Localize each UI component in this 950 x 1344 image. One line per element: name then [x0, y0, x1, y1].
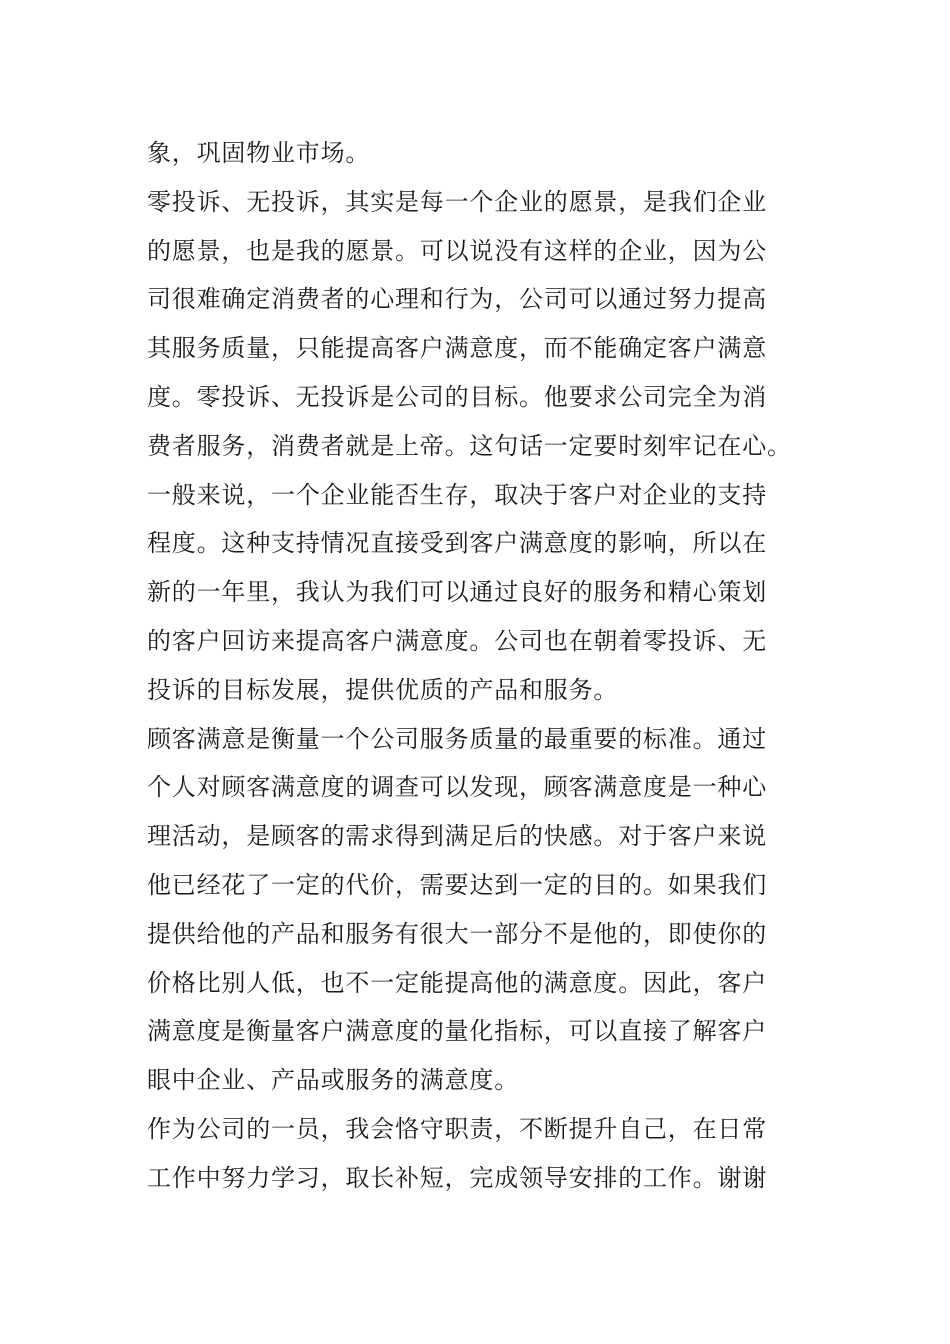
text-line: 费者服务，消费者就是上帝。这句话一定要时刻牢记在心。 — [147, 431, 792, 460]
text-line: 理活动，是顾客的需求得到满足后的快感。对于客户来说 — [147, 822, 767, 851]
text-line: 作为公司的一员，我会恪守职责，不断提升自己，在日常 — [147, 1114, 767, 1143]
text-line: 投诉的目标发展，提供优质的产品和服务。 — [147, 675, 619, 704]
text-line: 司很难确定消费者的心理和行为，公司可以通过努力提高 — [147, 285, 767, 314]
text-line: 的客户回访来提高客户满意度。公司也在朝着零投诉、无 — [147, 626, 767, 655]
text-line: 个人对顾客满意度的调查可以发现，顾客满意度是一种心 — [147, 773, 767, 802]
text-line: 程度。这种支持情况直接受到客户满意度的影响，所以在 — [147, 529, 767, 558]
text-line: 价格比别人低，也不一定能提高他的满意度。因此，客户 — [147, 968, 767, 997]
text-line: 他已经花了一定的代价，需要达到一定的目的。如果我们 — [147, 870, 767, 899]
text-line: 象，巩固物业市场。 — [147, 139, 371, 167]
text-line: 其服务质量，只能提高客户满意度，而不能确定客户满意 — [147, 334, 767, 363]
text-line: 眼中企业、产品或服务的满意度。 — [147, 1066, 519, 1095]
text-line: 提供给他的产品和服务有很大一部分不是他的，即使你的 — [147, 919, 767, 948]
text-line: 满意度是衡量客户满意度的量化指标，可以直接了解客户 — [147, 1017, 767, 1046]
text-line: 新的一年里，我认为我们可以通过良好的服务和精心策划 — [147, 578, 767, 607]
text-line: 一般来说，一个企业能否生存，取决于客户对企业的支持 — [147, 480, 767, 509]
text-line: 顾客满意是衡量一个公司服务质量的最重要的标准。通过 — [147, 724, 767, 753]
text-line: 零投诉、无投诉，其实是每一个企业的愿景，是我们企业 — [147, 187, 767, 216]
body-text — [147, 129, 807, 1203]
text-line: 度。零投诉、无投诉是公司的目标。他要求公司完全为消 — [147, 382, 767, 411]
text-line: 的愿景，也是我的愿景。可以说没有这样的企业，因为公 — [147, 236, 767, 265]
text-line: 工作中努力学习，取长补短，完成领导安排的工作。谢谢 — [147, 1163, 767, 1192]
